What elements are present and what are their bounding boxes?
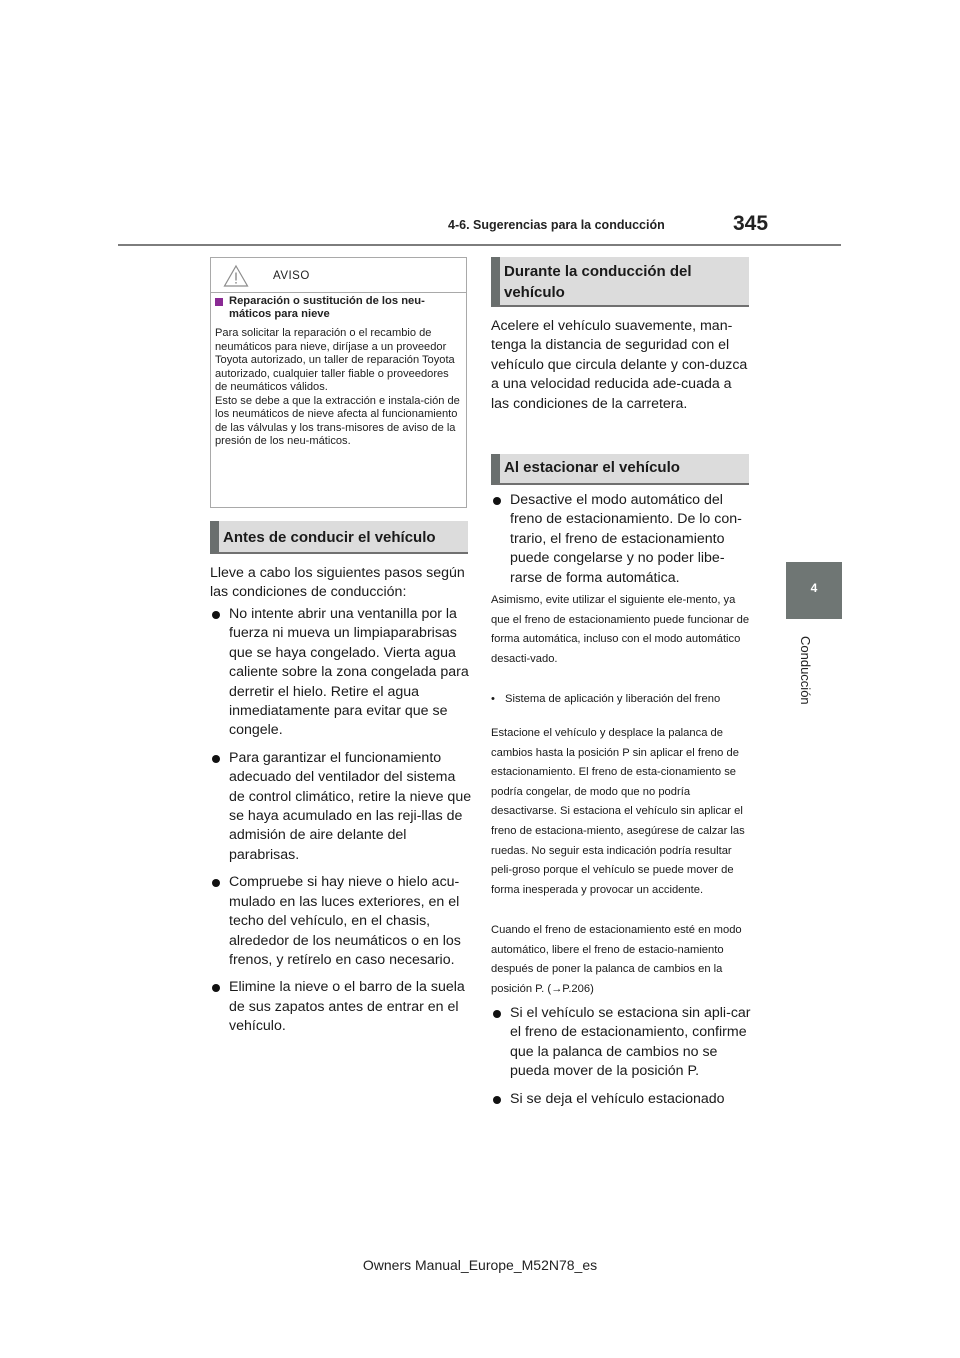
chapter-tab xyxy=(786,562,842,619)
list-item-text: Compruebe si hay nieve o hielo acu-mulado en las luces exteriores, en el techo del vehículo, en el chasis, alrededor de los neumáticos o en los frenos, y retírelo en caso necesario. xyxy=(229,874,461,968)
bullet-dot-icon xyxy=(493,1096,501,1104)
intro-paragraph xyxy=(210,564,468,603)
page-number: 345 xyxy=(733,212,769,235)
bullet-dot-icon xyxy=(493,1010,501,1018)
list-item-text: Elimine la nieve o el barro de la suela de sus zapatos antes de entrar en el vehículo. xyxy=(229,979,465,1035)
warning-item-title xyxy=(215,295,461,321)
list-item-text: No intente abrir una ventanilla por la fuerza ni mueva un limpiaparabrisas que se haya congelado. Vierta agua caliente sobre la zona congelada para derretir el hielo. Retire el agua inmediatamente para evitar que se congele. xyxy=(229,606,469,739)
chapter-number: 4 xyxy=(810,581,818,595)
warning-body xyxy=(215,327,460,449)
sub-item-text: Sistema de aplicación y liberación del freno xyxy=(505,693,721,705)
note-paragraph-1 xyxy=(491,591,751,669)
note-paragraph-2 xyxy=(491,724,751,900)
heading-al-estacionar xyxy=(491,454,749,485)
list-item-text: Si el vehículo se estaciona sin apli-car el freno de estacionamiento, confirme que la palanca de cambios no se pueda mover de la posición P. xyxy=(510,1005,751,1080)
list-item xyxy=(493,1090,755,1109)
bullet-list-estacionar-1 xyxy=(493,491,755,588)
footer xyxy=(0,1257,960,1275)
warning-label: AVISO xyxy=(273,270,310,282)
note-text: Estacione el vehículo y desplace la palanca de cambios hasta la posición P sin aplicar el freno de estacionamiento. El freno de esta-cionamiento se podría congelar, de modo que no podría desactivarse. Si estaciona el vehículo sin aplicar el freno de estaciona-miento, asegúrese de calzar las ruedas. No seguir esta indicación podría resultar peli-groso porque el vehículo se puede mover de forma inesperada y provocar un accidente. xyxy=(491,727,745,896)
warning-header xyxy=(223,262,310,290)
section-title: 4-6. Sugerencias para la conducción xyxy=(448,218,665,232)
list-item-text: Para garantizar el funcionamiento adecuado del ventilador del sistema de control climático, retire la nieve que se haya acumulado en las reji-llas de admisión de aire delante del parabrisas. xyxy=(229,749,472,863)
list-item xyxy=(212,605,474,741)
warning-box xyxy=(210,257,467,508)
heading-text: Antes de conducir el vehículo xyxy=(223,529,436,546)
heading-text: Al estacionar el vehículo xyxy=(504,459,680,476)
bullet-dot-icon xyxy=(212,879,220,887)
bullet-dot-icon xyxy=(493,497,501,505)
chapter-label-container xyxy=(798,636,814,736)
chapter-label: Conducción xyxy=(798,636,813,705)
note-paragraph-3 xyxy=(491,921,751,999)
list-item-text: Desactive el modo automático del freno de estacionamiento. De lo con-trario, el freno de estacionamiento puede congelarse y no poder libe-rarse de forma automática. xyxy=(510,492,742,586)
bullet-list-antes xyxy=(212,605,474,1045)
header-rule xyxy=(118,244,841,246)
bullet-list-estacionar-2 xyxy=(493,1004,755,1117)
heading-text: Durante la conducción del vehículo xyxy=(504,263,692,301)
heading-antes-de-conducir xyxy=(210,521,468,554)
warning-item-title-text: Reparación o sustitución de los neu-máticos para nieve xyxy=(229,295,425,320)
square-bullet-icon xyxy=(215,298,223,306)
intro-text: Lleve a cabo los siguientes pasos según las condiciones de conducción: xyxy=(210,565,465,601)
sub-item xyxy=(491,693,751,706)
list-item xyxy=(493,1004,755,1082)
bullet-dot-icon xyxy=(212,755,220,763)
list-item xyxy=(212,873,474,970)
list-item xyxy=(212,749,474,865)
note-text: Asimismo, evite utilizar el siguiente ele-mento, ya que el freno de estacionamiento puede funcionar de forma automática, incluso con el modo automático desacti-vado. xyxy=(491,594,750,665)
bullet-dot-icon xyxy=(212,611,220,619)
list-item-text: Si se deja el vehículo estacionado xyxy=(510,1090,725,1107)
warning-paragraph: Esto se debe a que la extracción e instala-ción de los neumáticos de nieve afecta al funcionamiento de las válvulas y los trans-misores de aviso de la presión de los neu-máticos. xyxy=(215,394,460,447)
note-text: Cuando el freno de estacionamiento esté en modo automático, libere el freno de estacio-namiento después de poner la palanca de cambios en la posición P. (→P.206) xyxy=(491,924,742,995)
footer-text: Owners Manual_Europe_M52N78_es xyxy=(362,1257,598,1273)
sub-bullet-icon: • xyxy=(491,693,495,705)
warning-paragraph: Para solicitar la reparación o el recambio de neumáticos para nieve, diríjase a un proveedor Toyota autorizado, un taller de reparación Toyota autorizado, cualquier taller fiable o proveedores de neumáticos válidos. xyxy=(215,327,455,393)
durante-text: Acelere el vehículo suavemente, man-tenga la distancia de seguridad con el vehículo que circula delante y con-duzca a una velocidad reducida ade-cuada a las condiciones de la carretera. xyxy=(491,318,748,412)
warning-divider xyxy=(211,292,466,293)
list-item xyxy=(493,491,755,588)
heading-durante-la-conduccion xyxy=(491,257,749,307)
durante-paragraph xyxy=(491,317,751,414)
warning-triangle-icon xyxy=(223,264,249,288)
list-item xyxy=(212,978,474,1036)
bullet-dot-icon xyxy=(212,984,220,992)
